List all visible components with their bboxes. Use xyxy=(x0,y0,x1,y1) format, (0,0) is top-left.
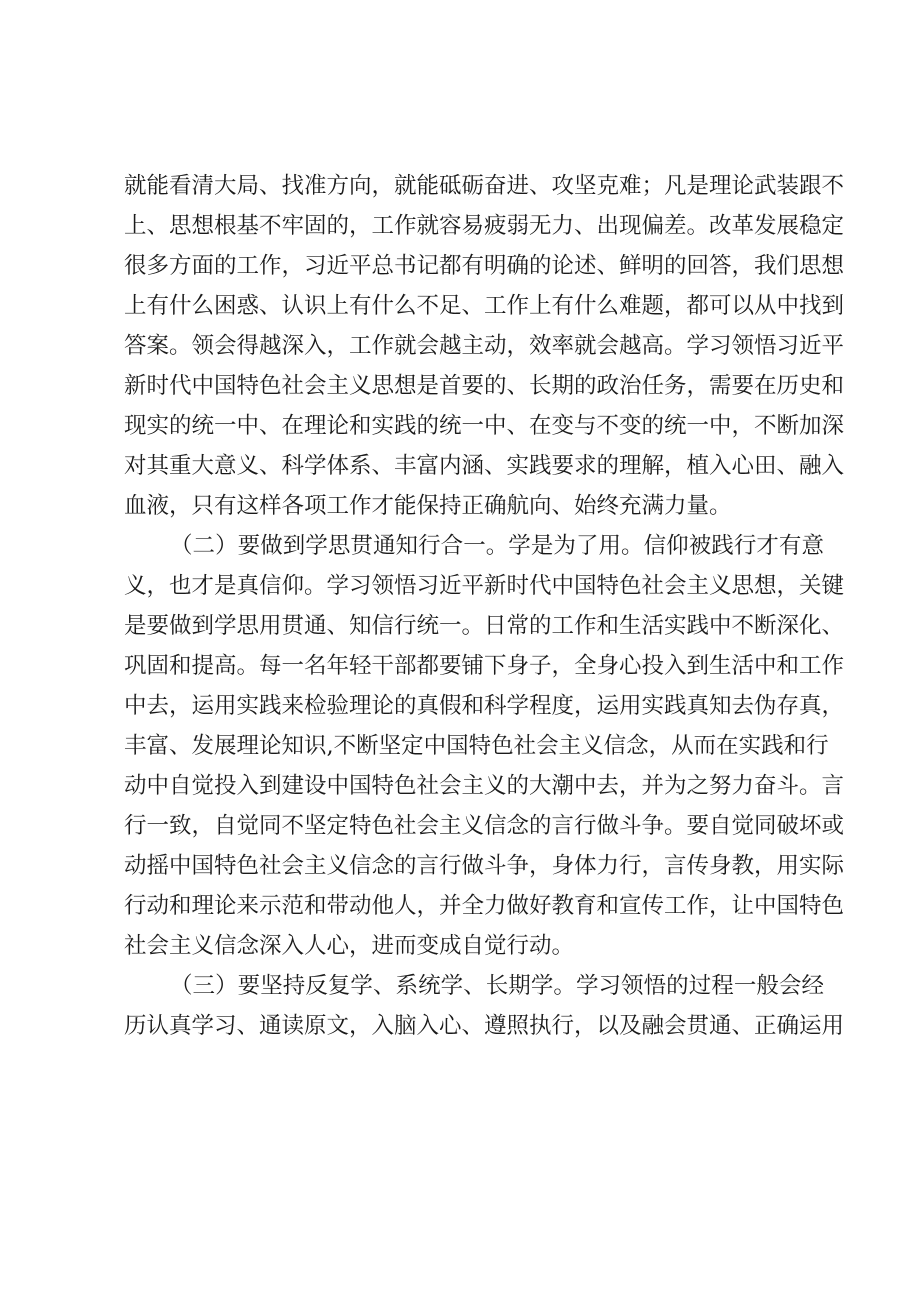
text-line: 上有什么困惑、认识上有什么不足、工作上有什么难题，都可以从中找到 xyxy=(124,293,845,319)
paragraph-2 xyxy=(124,526,845,966)
text-line: 巩固和提高。每一名年轻干部都要铺下身子，全身心投入到生活中和工作 xyxy=(124,653,845,679)
text-line: 很多方面的工作，习近平总书记都有明确的论述、鲜明的回答，我们思想 xyxy=(124,253,845,279)
text-line: 义，也才是真信仰。学习领悟习近平新时代中国特色社会主义思想，关键 xyxy=(124,573,845,599)
text-line: 中去，运用实践来检验理论的真假和科学程度，运用实践真知去伪存真， xyxy=(124,693,845,719)
text-line: 动摇中国特色社会主义信念的言行做斗争，身体力行，言传身教，用实际 xyxy=(124,853,845,879)
section-heading-line: （三）要坚持反复学、系统学、长期学。学习领悟的过程一般会经 xyxy=(170,973,824,999)
text-line: 社会主义信念深入人心，进而变成自觉行动。 xyxy=(124,933,575,959)
text-line: 丰富、发展理论知识,不断坚定中国特色社会主义信念，从而在实践和行 xyxy=(124,733,829,759)
paragraph-3 xyxy=(124,966,845,1046)
text-line: 动中自觉投入到建设中国特色社会主义的大潮中去，并为之努力奋斗。言 xyxy=(124,773,845,799)
text-line: 是要做到学思用贯通、知信行统一。日常的工作和生活实践中不断深化、 xyxy=(124,613,845,639)
paragraph-1 xyxy=(124,166,845,526)
text-line: 新时代中国特色社会主义思想是首要的、长期的政治任务，需要在历史和 xyxy=(124,373,845,399)
text-line: 现实的统一中、在理论和实践的统一中、在变与不变的统一中，不断加深 xyxy=(124,413,845,439)
text-line: 对其重大意义、科学体系、丰富内涵、实践要求的理解，植入心田、融入 xyxy=(124,453,845,479)
body-text xyxy=(124,166,845,1046)
section-heading-line: （二）要做到学思贯通知行合一。学是为了用。信仰被践行才有意 xyxy=(170,533,824,559)
text-line: 历认真学习、通读原文，入脑入心、遵照执行，以及融会贯通、正确运用 xyxy=(124,1013,845,1039)
text-line: 行一致，自觉同不坚定特色社会主义信念的言行做斗争。要自觉同破坏或 xyxy=(124,813,845,839)
text-line: 上、思想根基不牢固的，工作就容易疲弱无力、出现偏差。改革发展稳定 xyxy=(124,213,845,239)
text-line: 就能看清大局、找准方向，就能砥砺奋进、攻坚克难；凡是理论武装跟不 xyxy=(124,173,845,199)
text-line: 答案。领会得越深入，工作就会越主动，效率就会越高。学习领悟习近平 xyxy=(124,333,845,359)
text-line: 血液，只有这样各项工作才能保持正确航向、始终充满力量。 xyxy=(124,493,732,519)
text-line: 行动和理论来示范和带动他人，并全力做好教育和宣传工作，让中国特色 xyxy=(124,893,845,919)
